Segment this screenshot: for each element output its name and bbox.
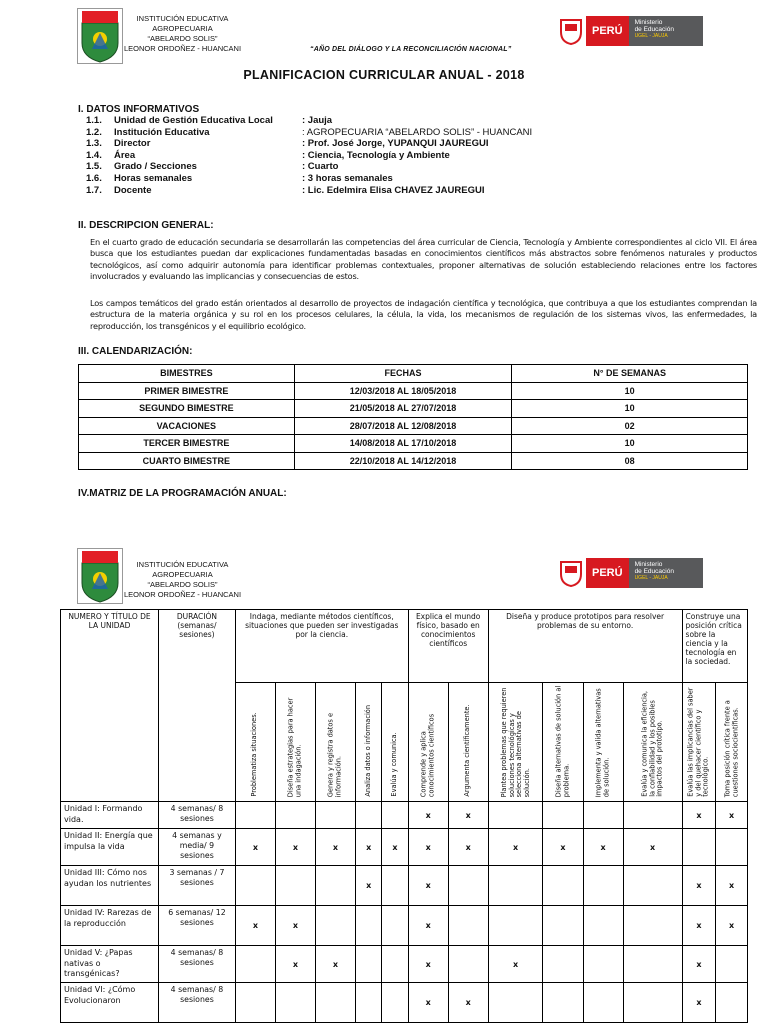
capacidad-label: Evalúa las implicancias del saber y del quehacer científico y tecnológico. bbox=[686, 687, 710, 797]
datos-value: : Lic. Edelmira Elisa CHAVEZ JAUREGUI bbox=[302, 184, 485, 196]
capacidad-mark: x bbox=[382, 829, 408, 866]
school-header-2: INSTITUCIÓN EDUCATIVA AGROPECUARIA “ABELARDO SOLIS” LEONOR ORDOÑEZ - HUANCANI bbox=[123, 560, 242, 599]
capacidad-mark bbox=[583, 983, 623, 1023]
unidad-row bbox=[61, 866, 748, 906]
calendar-cell: PRIMER BIMESTRE bbox=[79, 382, 295, 400]
unidad-title: Unidad IV: Rarezas de la reproducción bbox=[61, 906, 159, 946]
capacidad-mark: x bbox=[275, 906, 315, 946]
datos-label: Grado / Secciones bbox=[114, 161, 197, 173]
datos-value: : Jauja bbox=[302, 115, 333, 126]
calendar-cell: 10 bbox=[512, 435, 748, 453]
group-disena: Diseña y produce prototipos para resolver problemas de su entorno. bbox=[488, 610, 682, 683]
unidad-title: Unidad V: ¿Papas nativas o transgénicas? bbox=[61, 946, 159, 983]
capacidad-mark: x bbox=[583, 829, 623, 866]
datos-row bbox=[86, 161, 686, 173]
capacidad-mark bbox=[583, 946, 623, 983]
capacidad-label: Toma posición crítica frente a cuestiones sociocientíficas. bbox=[723, 699, 739, 797]
capacidad-mark bbox=[583, 906, 623, 946]
descripcion-paragraph-2: Los campos temáticos del grado están orientados al desarrollo de proyectos de indagación científica y tecnológica, que contribuya a que los estudiantes comprendan la estructura de la materia orgánica y su rol en los procesos celulares, la célula, la vida, los mecanismos de regulación de los sistemas vivos, las enfermedades, la reproducción, los transgénicos y el equilibrio ecológico. bbox=[90, 298, 757, 331]
capacidad-label: Evalúa y comunica. bbox=[390, 732, 399, 797]
capacidad-mark bbox=[716, 983, 748, 1023]
calendar-row bbox=[79, 435, 748, 453]
capacidad-mark: x bbox=[408, 946, 448, 983]
capacidad-mark: x bbox=[235, 906, 275, 946]
capacidad-mark: x bbox=[716, 802, 748, 829]
capacidad-mark bbox=[315, 983, 355, 1023]
capacidad-mark: x bbox=[275, 946, 315, 983]
capacidad-mark: x bbox=[543, 829, 583, 866]
capacidad-mark bbox=[623, 946, 682, 983]
ministry-label: Ministerio de Educación UGEL - JAUJA bbox=[629, 16, 703, 46]
section-descripcion-heading: II. DESCRIPCION GENERAL: bbox=[78, 220, 214, 231]
capacidad-mark: x bbox=[682, 866, 716, 906]
school-logo-2 bbox=[77, 548, 123, 609]
school-name: INSTITUCIÓN EDUCATIVA AGROPECUARIA bbox=[136, 14, 229, 33]
capacidad-label: Argumenta científicamente. bbox=[463, 704, 472, 797]
calendar-cell: 10 bbox=[512, 382, 748, 400]
unidad-row bbox=[61, 829, 748, 866]
school-logo bbox=[77, 8, 123, 69]
capacidad-label: Evalúa y comunica la eficiencia, la confiabilidad y los posibles impactos del prototipo. bbox=[640, 691, 664, 797]
calendar-cell: 10 bbox=[512, 400, 748, 418]
datos-value: : AGROPECUARIA “ABELARDO SOLIS” - HUANCANI bbox=[302, 126, 533, 138]
programacion-matrix bbox=[60, 609, 748, 1023]
government-logo bbox=[556, 16, 703, 46]
section-matriz-heading: IV.MATRIZ DE LA PROGRAMACIÓN ANUAL: bbox=[78, 488, 287, 499]
calendar-header-cell: N° DE SEMANAS bbox=[512, 365, 748, 383]
page-title: PLANIFICACION CURRICULAR ANUAL - 2018 bbox=[243, 68, 525, 82]
capacidad-mark bbox=[716, 946, 748, 983]
datos-list bbox=[86, 115, 686, 196]
calendar-header-cell: FECHAS bbox=[294, 365, 512, 383]
capacidad-label: Implementa y valida alternativas de solución. bbox=[594, 688, 611, 797]
capacidad-header bbox=[543, 683, 583, 802]
capacidad-mark: x bbox=[408, 983, 448, 1023]
capacidad-mark: x bbox=[682, 906, 716, 946]
capacidad-mark: x bbox=[716, 906, 748, 946]
unidad-duracion: 3 semanas / 7 sesiones bbox=[158, 866, 235, 906]
capacidad-mark bbox=[488, 906, 543, 946]
capacidad-mark bbox=[315, 866, 355, 906]
capacidad-header bbox=[448, 683, 488, 802]
capacidad-mark bbox=[235, 946, 275, 983]
capacidad-label: Problematiza situaciones. bbox=[250, 712, 259, 797]
capacidad-mark bbox=[448, 906, 488, 946]
datos-num: 1.7. bbox=[86, 184, 102, 196]
capacidad-mark bbox=[623, 983, 682, 1023]
capacidad-mark bbox=[315, 906, 355, 946]
capacidad-mark bbox=[488, 802, 543, 829]
calendar-cell: SEGUNDO BIMESTRE bbox=[79, 400, 295, 418]
school-location: LEONOR ORDOÑEZ - HUANCANI bbox=[123, 44, 242, 53]
datos-row bbox=[86, 138, 686, 150]
capacidad-mark bbox=[382, 906, 408, 946]
datos-value: : Prof. José Jorge, YUPANQUI JAUREGUI bbox=[302, 138, 489, 150]
capacidad-mark bbox=[543, 866, 583, 906]
peru-shield-icon bbox=[556, 558, 586, 588]
capacidad-mark: x bbox=[408, 866, 448, 906]
capacidad-mark bbox=[382, 866, 408, 906]
datos-label: Director bbox=[114, 138, 151, 150]
capacidad-label: Genera y registra datos e información. bbox=[326, 712, 343, 797]
capacidad-mark bbox=[583, 802, 623, 829]
capacidad-mark bbox=[355, 802, 381, 829]
capacidad-mark bbox=[275, 866, 315, 906]
calendar-row bbox=[79, 417, 748, 435]
unidad-duracion: 4 semanas y media/ 9 sesiones bbox=[158, 829, 235, 866]
unidad-title: Unidad III: Cómo nos ayudan los nutrientes bbox=[61, 866, 159, 906]
datos-num: 1.5. bbox=[86, 161, 102, 173]
unidad-title: Unidad VI: ¿Cómo Evolucionaron bbox=[61, 983, 159, 1023]
capacidad-label: Analiza datos o información bbox=[363, 705, 372, 797]
datos-num: 1.1. bbox=[86, 115, 102, 126]
government-logo-2: PERÚ Ministerio de Educación UGEL - JAUJA bbox=[556, 558, 703, 588]
capacidad-label: Plantea problemas que requieren soluciones tecnológicas y selecciona alternativas de solución. bbox=[499, 687, 531, 797]
calendar-cell: 14/08/2018 AL 17/10/2018 bbox=[294, 435, 512, 453]
capacidad-mark bbox=[448, 866, 488, 906]
capacidad-mark: x bbox=[488, 946, 543, 983]
datos-label: Área bbox=[114, 149, 136, 161]
datos-row bbox=[86, 115, 686, 127]
calendar-cell: VACACIONES bbox=[79, 417, 295, 435]
group-explica: Explica el mundo físico, basado en conocimientos científicos bbox=[408, 610, 488, 683]
year-motto: “AÑO DEL DIÁLOGO Y LA RECONCILIACIÓN NACIONAL” bbox=[310, 46, 512, 53]
capacidad-mark: x bbox=[682, 946, 716, 983]
capacidad-mark: x bbox=[275, 829, 315, 866]
capacidad-mark bbox=[488, 983, 543, 1023]
datos-num: 1.4. bbox=[86, 149, 102, 161]
capacidad-mark: x bbox=[355, 866, 381, 906]
capacidad-mark bbox=[382, 802, 408, 829]
capacidad-mark bbox=[235, 983, 275, 1023]
capacidad-mark bbox=[382, 946, 408, 983]
capacidad-mark: x bbox=[315, 946, 355, 983]
unidad-row bbox=[61, 906, 748, 946]
section-calendario-heading: III. CALENDARIZACIÓN: bbox=[78, 346, 193, 357]
section-datos-heading: I. DATOS INFORMATIVOS bbox=[78, 104, 200, 115]
capacidad-mark bbox=[543, 983, 583, 1023]
calendar-table bbox=[78, 364, 748, 470]
capacidad-mark: x bbox=[355, 829, 381, 866]
unidad-row bbox=[61, 946, 748, 983]
capacidad-header bbox=[315, 683, 355, 802]
capacidad-mark bbox=[355, 906, 381, 946]
unidad-duracion: 4 semanas/ 8 sesiones bbox=[158, 946, 235, 983]
datos-row bbox=[86, 150, 686, 162]
capacidad-header bbox=[275, 683, 315, 802]
capacidad-mark: x bbox=[682, 802, 716, 829]
capacidad-header bbox=[408, 683, 448, 802]
capacidad-mark: x bbox=[682, 983, 716, 1023]
capacidad-header bbox=[382, 683, 408, 802]
capacidad-mark bbox=[623, 866, 682, 906]
capacidad-mark: x bbox=[448, 802, 488, 829]
capacidad-label: Diseña alternativas de solución al problema. bbox=[554, 685, 570, 797]
unidad-duracion: 4 semanas/ 8 sesiones bbox=[158, 802, 235, 829]
capacidad-mark bbox=[382, 983, 408, 1023]
col-duracion-header: DURACIÓN (semanas/ sesiones) bbox=[158, 610, 235, 802]
peru-label: PERÚ bbox=[586, 16, 629, 46]
datos-num: 1.2. bbox=[86, 126, 102, 138]
datos-value: : 3 horas semanales bbox=[302, 172, 393, 184]
capacidad-label: Comprende y aplica conocimientos científicos bbox=[419, 713, 436, 797]
capacidad-header bbox=[623, 683, 682, 802]
calendar-row bbox=[79, 400, 748, 418]
calendar-cell: 28/07/2018 AL 12/08/2018 bbox=[294, 417, 512, 435]
capacidad-mark: x bbox=[623, 829, 682, 866]
capacidad-mark bbox=[623, 906, 682, 946]
capacidad-header bbox=[235, 683, 275, 802]
capacidad-mark: x bbox=[716, 866, 748, 906]
datos-row bbox=[86, 185, 686, 197]
capacidad-mark: x bbox=[408, 802, 448, 829]
peru-shield-icon bbox=[556, 16, 586, 46]
capacidad-mark: x bbox=[448, 829, 488, 866]
unidad-row bbox=[61, 983, 748, 1023]
datos-row bbox=[86, 173, 686, 185]
school-alias: “ABELARDO SOLIS” bbox=[147, 34, 218, 43]
capacidad-mark bbox=[716, 829, 748, 866]
datos-label: Docente bbox=[114, 184, 152, 196]
calendar-cell: 02 bbox=[512, 417, 748, 435]
capacidad-header bbox=[488, 683, 543, 802]
group-indaga: Indaga, mediante métodos científicos, situaciones que pueden ser investigadas por la ciencia. bbox=[235, 610, 408, 683]
datos-value: : Ciencia, Tecnología y Ambiente bbox=[302, 149, 450, 161]
capacidad-mark bbox=[623, 802, 682, 829]
calendar-row bbox=[79, 452, 748, 470]
unidad-row bbox=[61, 802, 748, 829]
capacidad-header bbox=[682, 683, 716, 802]
calendar-cell: CUARTO BIMESTRE bbox=[79, 452, 295, 470]
capacidad-mark bbox=[275, 983, 315, 1023]
capacidad-mark bbox=[275, 802, 315, 829]
calendar-cell: 08 bbox=[512, 452, 748, 470]
capacidad-mark bbox=[543, 802, 583, 829]
unidad-title: Unidad II: Energía que impulsa la vida bbox=[61, 829, 159, 866]
capacidad-mark bbox=[235, 802, 275, 829]
unidad-duracion: 4 semanas/ 8 sesiones bbox=[158, 983, 235, 1023]
datos-label: Institución Educativa bbox=[114, 126, 210, 138]
capacidad-mark bbox=[235, 866, 275, 906]
capacidad-mark bbox=[448, 946, 488, 983]
unidad-duracion: 6 semanas/ 12 sesiones bbox=[158, 906, 235, 946]
capacidad-mark bbox=[543, 906, 583, 946]
capacidad-mark bbox=[488, 866, 543, 906]
datos-num: 1.6. bbox=[86, 172, 102, 184]
capacidad-mark bbox=[583, 866, 623, 906]
calendar-header-cell: BIMESTRES bbox=[79, 365, 295, 383]
capacidad-mark bbox=[682, 829, 716, 866]
capacidad-header bbox=[716, 683, 748, 802]
calendar-cell: TERCER BIMESTRE bbox=[79, 435, 295, 453]
capacidad-mark: x bbox=[315, 829, 355, 866]
calendar-cell: 21/05/2018 AL 27/07/2018 bbox=[294, 400, 512, 418]
datos-num: 1.3. bbox=[86, 138, 102, 150]
datos-label: Unidad de Gestión Educativa Local bbox=[114, 115, 273, 126]
title-wrap bbox=[0, 68, 768, 82]
col-unidad-header: NUMERO Y TÍTULO DE LA UNIDAD bbox=[61, 610, 159, 802]
descripcion-paragraph-1: En el cuarto grado de educación secundaria se desarrollarán las competencias del área curricular de Ciencia, Tecnología y Ambiente correspondientes al ciclo VII. El área busca que los estudiantes puedan dar explicaciones fundamentadas basadas en conocimientos científicos más abstractos sobre fenómenos naturales y productos tecnológicos, así como adquirir autonomía para identificar problemas contextuales, proponer alternativas de solución estableciendo relaciones entre los factores involucrados y evaluando las implicancias y consecuencias de estos. bbox=[90, 237, 757, 282]
capacidad-mark: x bbox=[408, 829, 448, 866]
calendar-cell: 22/10/2018 AL 14/12/2018 bbox=[294, 452, 512, 470]
datos-label: Horas semanales bbox=[114, 172, 193, 184]
datos-row bbox=[86, 127, 686, 139]
capacidad-mark: x bbox=[408, 906, 448, 946]
capacidad-mark bbox=[355, 983, 381, 1023]
calendar-row bbox=[79, 382, 748, 400]
datos-value: : Cuarto bbox=[302, 161, 339, 173]
capacidad-label: Diseña estrategias para hacer una indagación. bbox=[286, 697, 303, 797]
group-construye: Construye una posición crítica sobre la ciencia y la tecnología en la sociedad. bbox=[682, 610, 747, 683]
capacidad-mark: x bbox=[448, 983, 488, 1023]
capacidad-header bbox=[355, 683, 381, 802]
school-header bbox=[120, 14, 245, 54]
capacidad-header bbox=[583, 683, 623, 802]
capacidad-mark bbox=[355, 946, 381, 983]
capacidad-mark bbox=[543, 946, 583, 983]
calendar-cell: 12/03/2018 AL 18/05/2018 bbox=[294, 382, 512, 400]
capacidad-mark bbox=[315, 802, 355, 829]
unidad-title: Unidad I: Formando vida. bbox=[61, 802, 159, 829]
capacidad-mark: x bbox=[235, 829, 275, 866]
capacidad-mark: x bbox=[488, 829, 543, 866]
